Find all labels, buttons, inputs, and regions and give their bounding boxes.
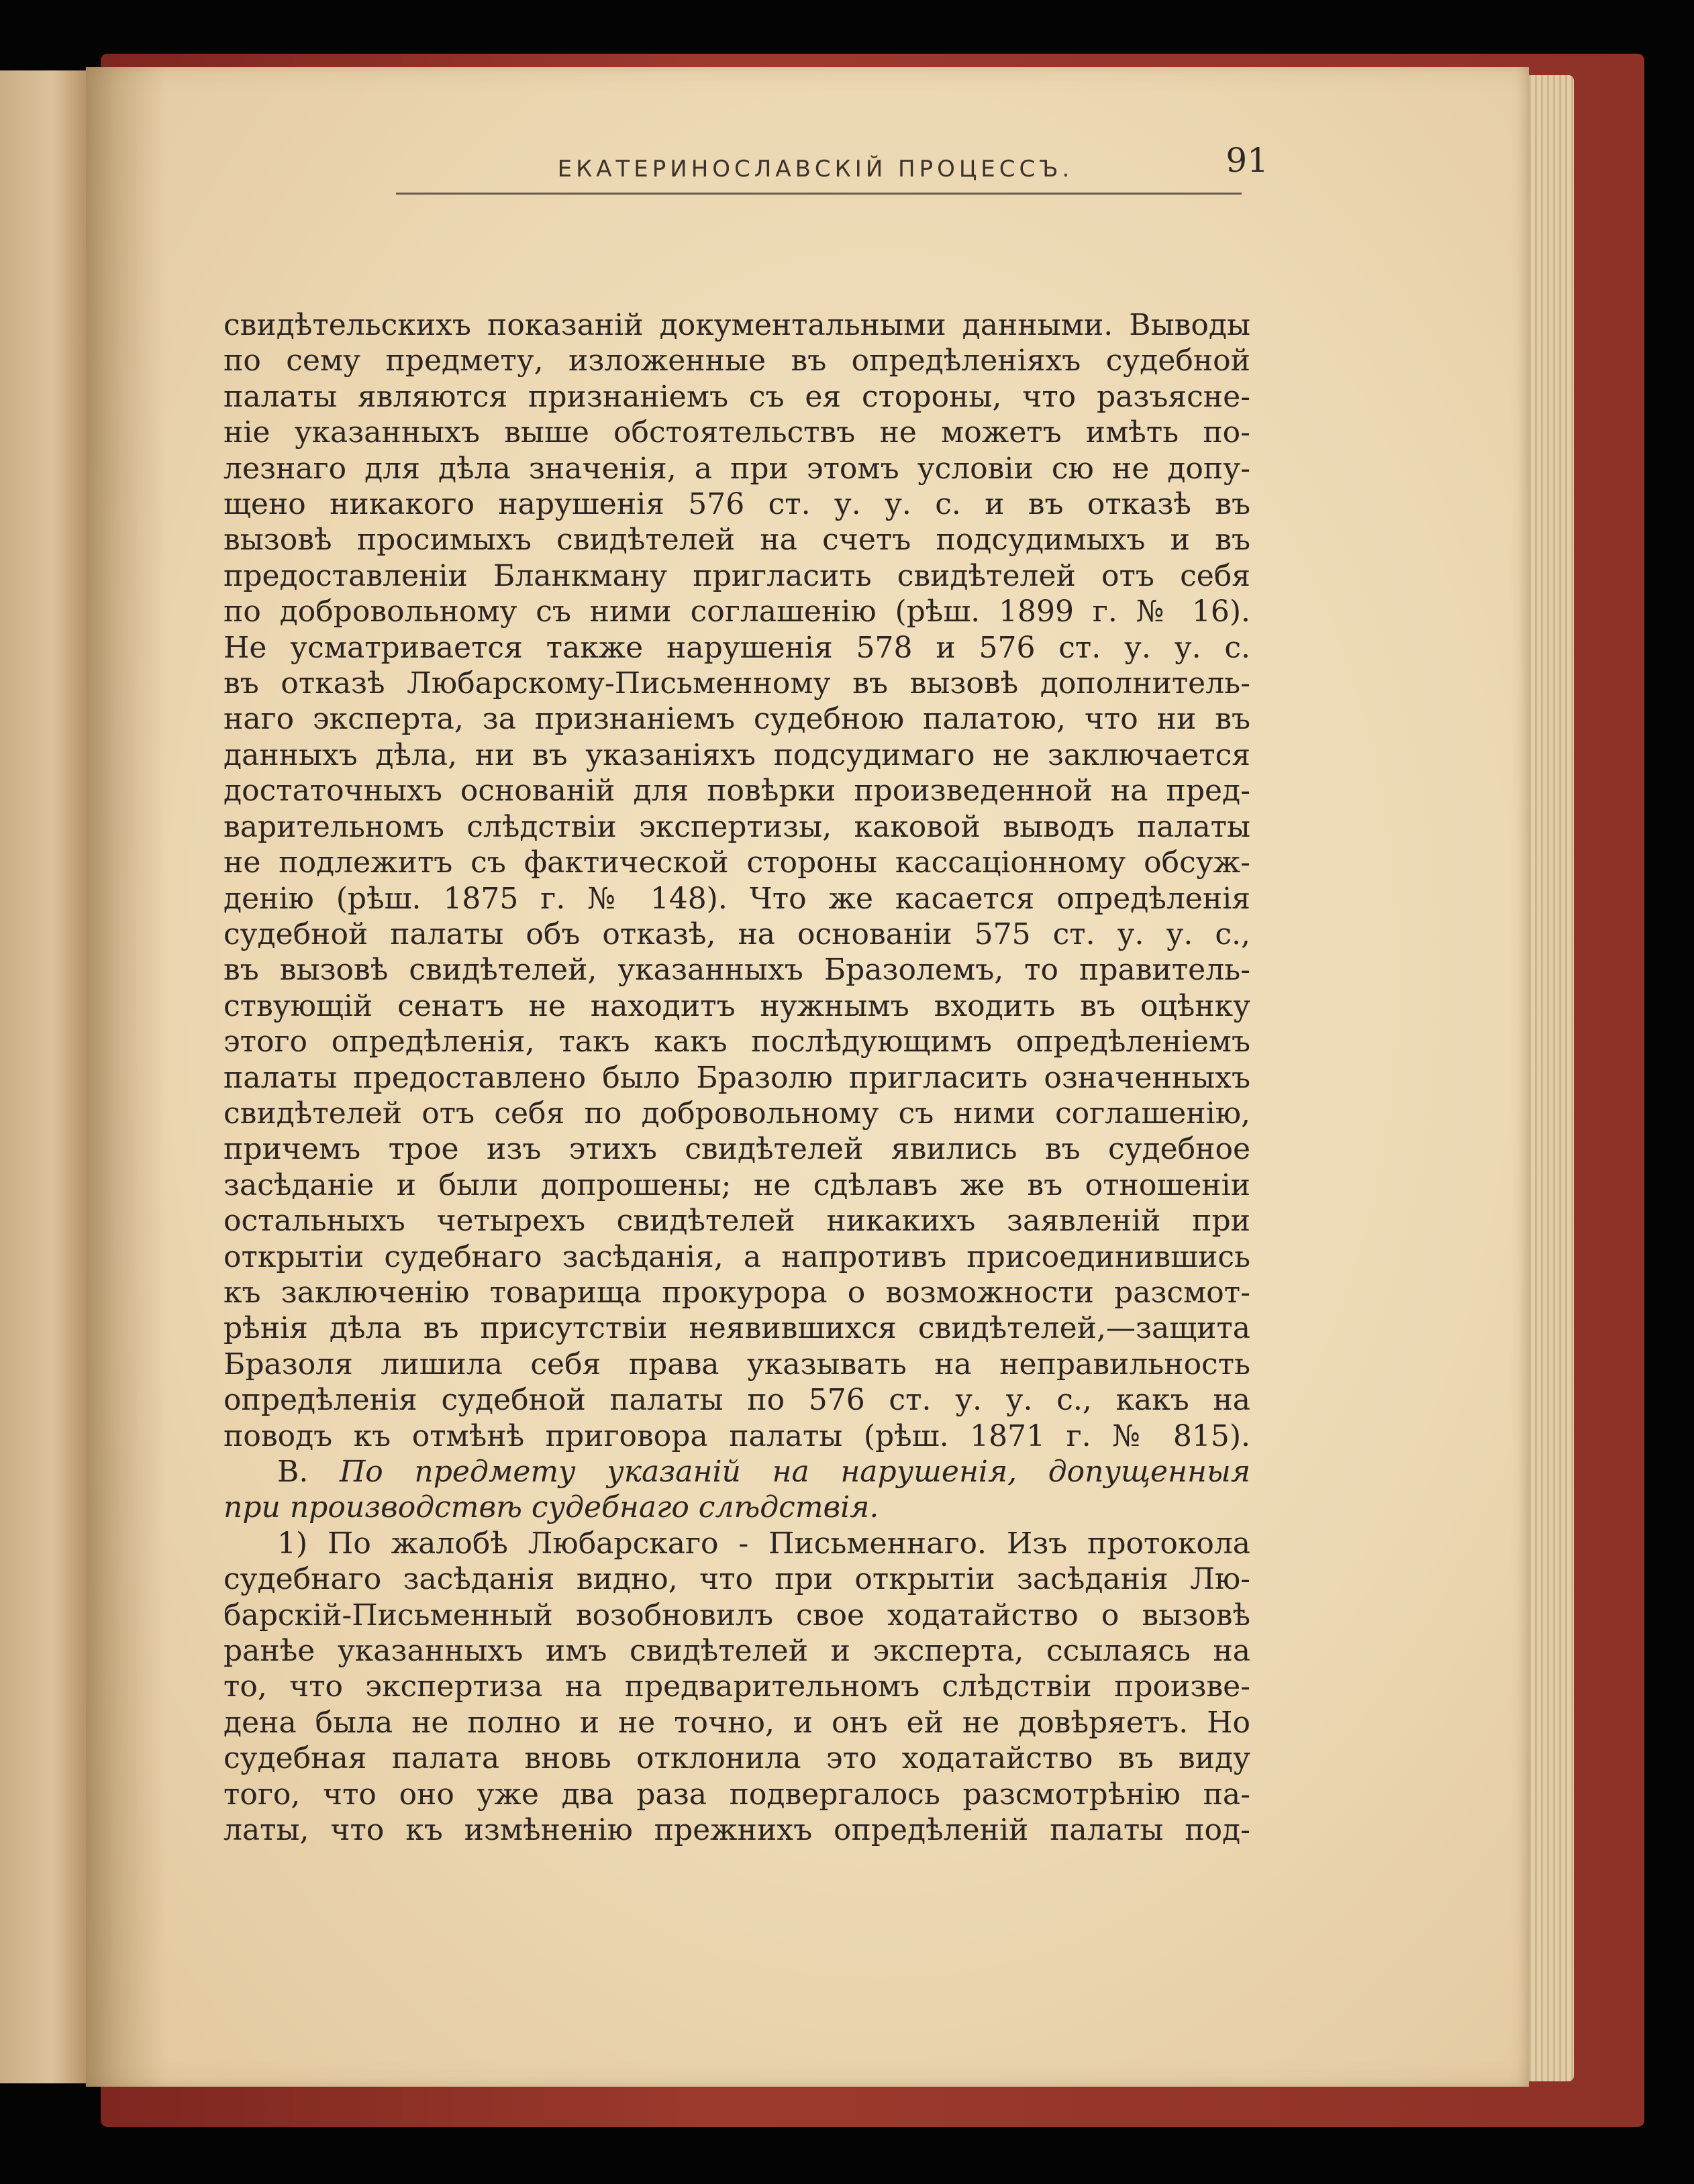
- text-line: судебнаго засѣданія видно, что при открытіи засѣданія Лю-: [223, 1562, 1250, 1597]
- text-line: въ отказѣ Любарскому-Письменному въ вызовѣ дополнитель-: [223, 666, 1250, 701]
- section-title: По предмету указаній на нарушенія, допущенныя: [339, 1455, 1250, 1489]
- text-line: по сему предмету, изложенные въ опредѣленіяхъ судебной: [223, 344, 1250, 378]
- text-line: варительномъ слѣдствіи экспертизы, каковой выводъ палаты: [223, 809, 1250, 844]
- facing-page-edge: [0, 70, 87, 2083]
- text-line: дена была не полно и не точно, и онъ ей не довѣряетъ. Но: [223, 1705, 1250, 1740]
- section-heading: [223, 1454, 1250, 1490]
- section-prefix: В.: [277, 1455, 340, 1489]
- text-line: Не усматривается также нарушенія 578 и 576 ст. у. у. с.: [223, 630, 1250, 665]
- text-line: латы, что къ измѣненію прежнихъ опредѣленій палаты под-: [223, 1813, 1250, 1848]
- text-line: рѣнія дѣла въ присутствіи неявившихся свидѣтелей,—защита: [223, 1311, 1250, 1346]
- text-line: данныхъ дѣла, ни въ указаніяхъ подсудимаго не заключается: [223, 737, 1250, 772]
- text-line: денію (рѣш. 1875 г. № 148). Что же касается опредѣленія: [223, 881, 1250, 916]
- text-line: 1) По жалобѣ Любарскаго - Письменнаго. Изъ протокола: [277, 1526, 1250, 1561]
- text-line: лезнаго для дѣла значенія, а при этомъ условіи сю не допу-: [223, 451, 1250, 486]
- section-heading-cont: при производствѣ судебнаго слѣдствія.: [223, 1490, 879, 1525]
- header-rule: [396, 193, 1242, 195]
- text-line: палаты предоставлено было Бразолю пригласить означенныхъ: [223, 1060, 1250, 1095]
- text-line: къ заключенію товарища прокурора о возможности разсмот-: [223, 1275, 1250, 1310]
- text-line: предоставленіи Бланкману пригласить свидѣтелей отъ себя: [223, 558, 1250, 593]
- text-line: наго эксперта, за признаніемъ судебною палатою, что ни въ: [223, 702, 1250, 737]
- text-line: не подлежитъ съ фактической стороны кассаціонному обсуж-: [223, 845, 1250, 880]
- text-line: палаты являются признаніемъ съ ея стороны, что разъясне-: [223, 379, 1250, 414]
- text-line: засѣданіе и были допрошены; не сдѣлавъ же въ отношеніи: [223, 1167, 1250, 1202]
- text-line: щено никакого нарушенія 576 ст. у. у. с. и въ отказѣ въ: [223, 487, 1250, 522]
- text-line: опредѣленія судебной палаты по 576 ст. у. у. с., какъ на: [223, 1383, 1250, 1418]
- text-line: по добровольному съ ними соглашенію (рѣш. 1899 г. № 16).: [223, 594, 1250, 629]
- body-text: [223, 307, 1250, 1848]
- text-line: свидѣтелей отъ себя по добровольному съ ними соглашенію,: [223, 1096, 1250, 1131]
- text-line: этого опредѣленія, такъ какъ послѣдующимъ опредѣленіемъ: [223, 1025, 1250, 1059]
- text-line: Бразоля лишила себя права указывать на неправильность: [223, 1347, 1250, 1382]
- text-line: то, что экспертиза на предварительномъ слѣдствіи произве-: [223, 1669, 1250, 1704]
- text-line: вызовѣ просимыхъ свидѣтелей на счетъ подсудимыхъ и въ: [223, 523, 1250, 558]
- text-line: въ вызовѣ свидѣтелей, указанныхъ Бразолемъ, то правитель-: [223, 953, 1250, 988]
- text-line: барскій-Письменный возобновилъ свое ходатайство о вызовѣ: [223, 1598, 1250, 1632]
- text-line: судебной палаты объ отказѣ, на основаніи 575 ст. у. у. с.,: [223, 917, 1250, 951]
- text-line: ранѣе указанныхъ имъ свидѣтелей и эксперта, ссылаясь на: [223, 1634, 1250, 1669]
- text-line: открытіи судебнаго засѣданія, а напротивъ присоединившись: [223, 1239, 1250, 1274]
- text-line: достаточныхъ основаній для повѣрки произведенной на пред-: [223, 774, 1250, 809]
- text-line: свидѣтельскихъ показаній документальными данными. Выводы: [223, 308, 1250, 342]
- text-line: причемъ трое изъ этихъ свидѣтелей явились въ судебное: [223, 1132, 1250, 1167]
- text-line: судебная палата вновь отклонила это ходатайство въ виду: [223, 1741, 1250, 1776]
- text-line: остальныхъ четырехъ свидѣтелей никакихъ заявленій при: [223, 1204, 1250, 1239]
- running-head: ЕКАТЕРИНОСЛАВСКІЙ ПРОЦЕССЪ.: [557, 156, 1074, 183]
- text-line: ствующій сенатъ не находитъ нужнымъ входить въ оцѣнку: [223, 988, 1250, 1023]
- text-line: того, что оно уже два раза подвергалось разсмотрѣнію па-: [223, 1777, 1250, 1812]
- page-number: 91: [1226, 141, 1268, 180]
- text-line: ніе указанныхъ выше обстоятельствъ не можетъ имѣть по-: [223, 415, 1250, 450]
- text-line: поводъ къ отмѣнѣ приговора палаты (рѣш. 1871 г. № 815).: [223, 1418, 1250, 1453]
- gutter-shadow: [86, 67, 166, 2087]
